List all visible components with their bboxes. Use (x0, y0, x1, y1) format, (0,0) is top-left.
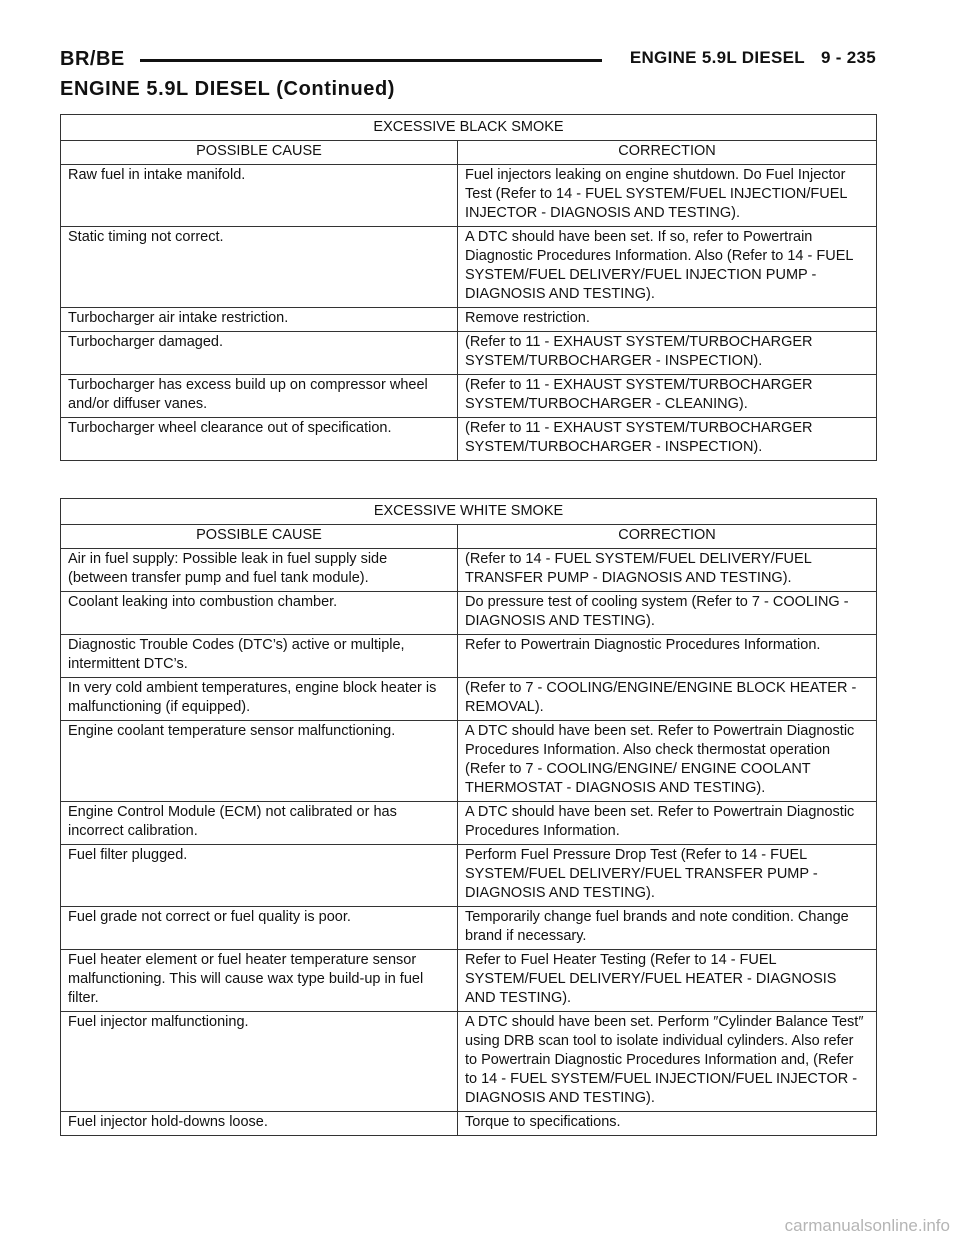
correction-cell: A DTC should have been set. Perform ″Cylinder Balance Test″ using DRB scan tool to isolate individual cylinders. Also refer to Powertrain Diagnostic Procedures Information and, (Refer to 14 - FUEL SYSTEM/FUEL INJECTION/FUEL INJECTOR - DIAGNOSIS AND TESTING). (458, 1012, 877, 1112)
table-row (61, 227, 877, 308)
cause-cell: Coolant leaking into combustion chamber. (61, 592, 458, 635)
header-rule (140, 59, 602, 62)
correction-cell: Remove restriction. (458, 308, 877, 332)
cause-cell: Diagnostic Trouble Codes (DTC’s) active or multiple, intermittent DTC’s. (61, 635, 458, 678)
correction-cell: (Refer to 11 - EXHAUST SYSTEM/TURBOCHARGER SYSTEM/TURBOCHARGER - INSPECTION). (458, 418, 877, 461)
column-header-correction: CORRECTION (458, 141, 877, 165)
cause-cell: Turbocharger has excess build up on compressor wheel and/or diffuser vanes. (61, 375, 458, 418)
correction-cell: (Refer to 11 - EXHAUST SYSTEM/TURBOCHARGER SYSTEM/TURBOCHARGER - INSPECTION). (458, 332, 877, 375)
table-row (61, 165, 877, 227)
table-row (61, 635, 877, 678)
table-row (61, 721, 877, 802)
correction-cell: (Refer to 11 - EXHAUST SYSTEM/TURBOCHARGER SYSTEM/TURBOCHARGER - CLEANING). (458, 375, 877, 418)
cause-cell: Fuel heater element or fuel heater temperature sensor malfunctioning. This will cause wax type build-up in fuel filter. (61, 950, 458, 1012)
table-body (61, 549, 877, 1136)
page-number: 9 - 235 (820, 48, 876, 67)
cause-cell: Engine Control Module (ECM) not calibrated or has incorrect calibration. (61, 802, 458, 845)
cause-cell: Engine coolant temperature sensor malfunctioning. (61, 721, 458, 802)
table-row (61, 678, 877, 721)
table-row (61, 308, 877, 332)
table-row (61, 907, 877, 950)
correction-cell: Torque to specifications. (458, 1112, 877, 1136)
table-row (61, 802, 877, 845)
correction-cell: Refer to Fuel Heater Testing (Refer to 14 - FUEL SYSTEM/FUEL DELIVERY/FUEL HEATER - DIAGNOSIS AND TESTING). (458, 950, 877, 1012)
cause-cell: Fuel filter plugged. (61, 845, 458, 907)
cause-cell: Turbocharger air intake restriction. (61, 308, 458, 332)
correction-cell: A DTC should have been set. If so, refer to Powertrain Diagnostic Procedures Information. Also (Refer to 14 - FUEL SYSTEM/FUEL DELIVERY/FUEL INJECTION PUMP - DIAGNOSIS AND TESTING). (458, 227, 877, 308)
correction-cell: A DTC should have been set. Refer to Powertrain Diagnostic Procedures Information. Also check thermostat operation (Refer to 7 - COOLING/ENGINE/ ENGINE COOLANT THERMOSTAT - DIAGNOSIS AND TESTING). (458, 721, 877, 802)
continued-title: ENGINE 5.9L DIESEL (Continued) (60, 78, 396, 100)
cause-cell: Turbocharger damaged. (61, 332, 458, 375)
correction-cell: A DTC should have been set. Refer to Powertrain Diagnostic Procedures Information. (458, 802, 877, 845)
table-row (61, 332, 877, 375)
cause-cell: Fuel grade not correct or fuel quality is poor. (61, 907, 458, 950)
section-heading (630, 48, 876, 68)
table-title: EXCESSIVE BLACK SMOKE (61, 115, 877, 141)
table-row (61, 950, 877, 1012)
cause-cell: Fuel injector hold-downs loose. (61, 1112, 458, 1136)
column-header-cause: POSSIBLE CAUSE (61, 141, 458, 165)
cause-cell: Raw fuel in intake manifold. (61, 165, 458, 227)
correction-cell: Do pressure test of cooling system (Refer to 7 - COOLING - DIAGNOSIS AND TESTING). (458, 592, 877, 635)
cause-cell: Static timing not correct. (61, 227, 458, 308)
table-row (61, 1012, 877, 1112)
page-header (60, 44, 876, 74)
section-title: ENGINE 5.9L DIESEL (629, 48, 805, 67)
cause-cell: Turbocharger wheel clearance out of specification. (61, 418, 458, 461)
column-header-correction: CORRECTION (458, 525, 877, 549)
correction-cell: Refer to Powertrain Diagnostic Procedures Information. (458, 635, 877, 678)
table-row (61, 592, 877, 635)
correction-cell: (Refer to 7 - COOLING/ENGINE/ENGINE BLOCK HEATER - REMOVAL). (458, 678, 877, 721)
table-title: EXCESSIVE WHITE SMOKE (61, 499, 877, 525)
table-row (61, 845, 877, 907)
table-row (61, 375, 877, 418)
correction-cell: Temporarily change fuel brands and note condition. Change brand if necessary. (458, 907, 877, 950)
white-smoke-table (60, 498, 877, 1136)
model-code: BR/BE (60, 48, 125, 70)
correction-cell: (Refer to 14 - FUEL SYSTEM/FUEL DELIVERY/FUEL TRANSFER PUMP - DIAGNOSIS AND TESTING). (458, 549, 877, 592)
cause-cell: Air in fuel supply: Possible leak in fuel supply side (between transfer pump and fuel tank module). (61, 549, 458, 592)
table-row (61, 418, 877, 461)
column-header-cause: POSSIBLE CAUSE (61, 525, 458, 549)
table-body (61, 165, 877, 461)
table-row (61, 549, 877, 592)
cause-cell: Fuel injector malfunctioning. (61, 1012, 458, 1112)
black-smoke-table (60, 114, 877, 461)
watermark: carmanualsonline.info (784, 1216, 950, 1235)
table-row (61, 1112, 877, 1136)
correction-cell: Perform Fuel Pressure Drop Test (Refer to 14 - FUEL SYSTEM/FUEL DELIVERY/FUEL TRANSFER PUMP - DIAGNOSIS AND TESTING). (458, 845, 877, 907)
correction-cell: Fuel injectors leaking on engine shutdown. Do Fuel Injector Test (Refer to 14 - FUEL SYSTEM/FUEL INJECTION/FUEL INJECTOR - DIAGNOSIS AND TESTING). (458, 165, 877, 227)
cause-cell: In very cold ambient temperatures, engine block heater is malfunctioning (if equipped). (61, 678, 458, 721)
